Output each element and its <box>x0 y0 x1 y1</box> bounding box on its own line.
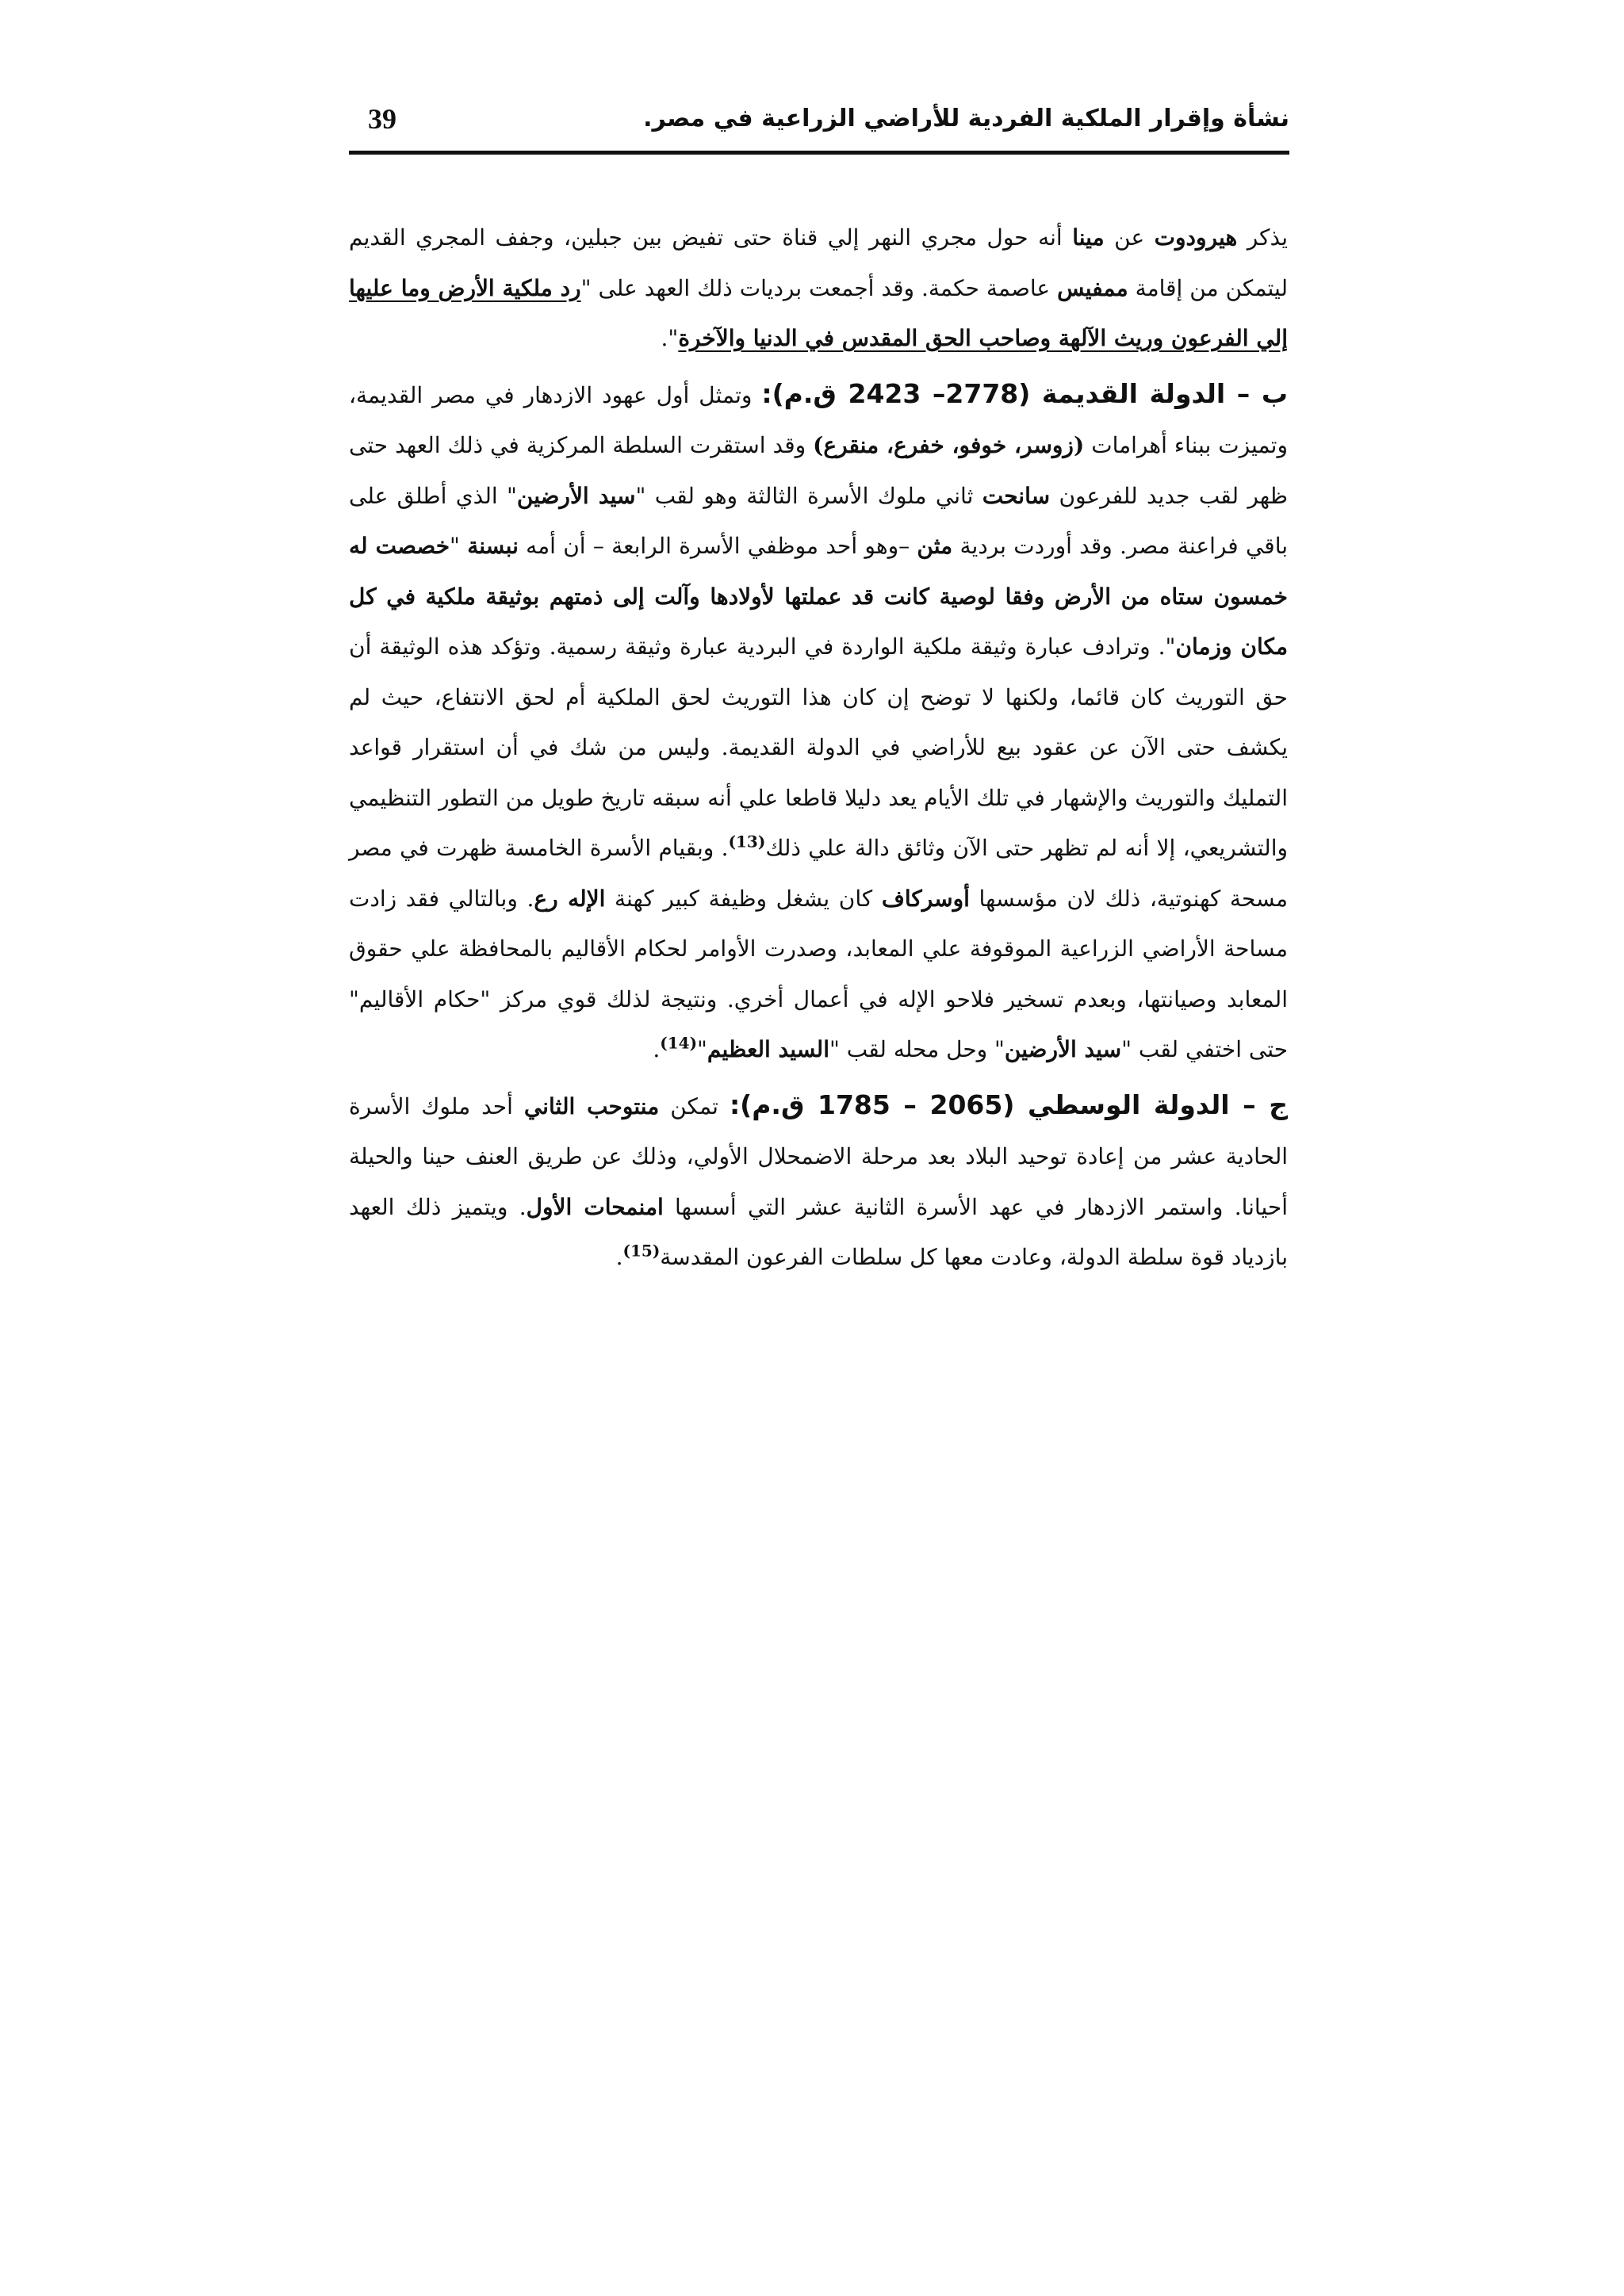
text-run: . وبقيام الأسرة الخامسة ظهرت في مصر مسحة كهنوتية، ذلك لان مؤسسها <box>349 835 1288 912</box>
text-run: كان يشغل وظيفة كبير كهنة <box>605 885 882 912</box>
text-run: تمكن <box>659 1093 730 1119</box>
paragraph-old-kingdom <box>349 369 1288 1075</box>
text-run: ". وترادف عبارة وثيقة ملكية الواردة في البردية عبارة وثيقة رسمية. وتؤكد هذه الوثيقة أن حق التوريث كان قائما، ولكنها لا توضح إن كان هذا التوريث لحق الملكية أم لحق الانتفاع، حيث لم يكشف حتى الآن عن عقود بيع للأراضي في الدولة القديمة. وليس من شك في أن استقرار قواعد التمليك والتوريث والإشهار في تلك الأيام يعد دليلا قاطعا علي أنه سبقه تاريخ طويل من التطور التنظيمي والتشريعي، إلا أنه لم تظهر حتى الآن وثائق دالة علي ذلك <box>349 633 1288 861</box>
paragraph-middle-kingdom <box>349 1080 1288 1283</box>
bold-title-great-lord: السيد العظيم <box>707 1036 829 1062</box>
text-run: " <box>697 1036 707 1062</box>
bold-name-metjen: مثن <box>917 533 953 559</box>
bold-title-lord-two-lands: سيد الأرضين <box>516 482 636 509</box>
text-run: . وبالتالي فقد زادت مساحة الأراضي الزراعية الموقوفة علي المعابد، وصدرت الأوامر لحكام الأقاليم بالمحافظة علي حقوق المعابد وصيانتها، وبعدم تسخير فلاحو الإله في أعمال أخري. ونتيجة لذلك قوي مركز "حكام الأقاليم" حتى اختفي لقب " <box>349 885 1288 1062</box>
text-run: " وحل محله لقب " <box>829 1036 1005 1062</box>
text-run: يذكر <box>1237 224 1288 251</box>
bold-pyramid-kings: (زوسر، خوفو، خفرع، منقرع) <box>813 432 1085 458</box>
bold-name-amenemhat: امنمحات الأول <box>526 1193 664 1220</box>
bold-name-herodotus: هيرودوت <box>1154 224 1238 251</box>
running-header <box>349 101 1289 149</box>
text-run: . ويتميز ذلك العهد بازدياد قوة سلطة الدولة، وعادت معها كل سلطات الفرعون المقدسة <box>349 1193 1288 1270</box>
section-heading-old-kingdom: ب – الدولة القديمة (2778– 2423 ق.م): <box>761 377 1289 409</box>
running-header-title: نشأة وإقرار الملكية الفردية للأراضي الزراعية في مصر. <box>643 105 1289 132</box>
text-run: . <box>615 1244 623 1270</box>
text-run: " <box>450 533 468 559</box>
bold-quote-will: خصصت له خمسون ستاه من الأرض وفقا لوصية كانت قد عملتها لأولادها وآلت إلى ذمتهم بوثيقة ملكية في كل مكان وزمان <box>349 533 1288 660</box>
bold-name-sanakht: سانحت <box>982 482 1051 509</box>
footnote-ref-15: (15) <box>622 1241 661 1261</box>
bold-name-userkaf: أوسركاف <box>881 885 970 912</box>
text-run: عن <box>1104 224 1155 251</box>
text-run: أحد ملوك الأسرة الحادية عشر من إعادة توحيد البلاد بعد مرحلة الاضمحلال الأولي، وذلك عن طريق العنف حينا والحيلة أحيانا. واستمر الازدهار في عهد الأسرة الثانية عشر التي أسسها <box>349 1093 1288 1220</box>
text-run: أنه حول مجري النهر إلي قناة حتى تفيض بين جبلين، وجفف المجري القديم ليتمكن من إقامة <box>349 224 1288 301</box>
bold-name-nebsent: نبسنة <box>467 533 519 559</box>
text-run: ". <box>661 325 679 351</box>
text-run: ثاني ملوك الأسرة الثالثة وهو لقب " <box>635 482 982 509</box>
underlined-quote: رد ملكية الأرض وما عليها إلي الفرعون وريث الآلهة وصاحب الحق المقدس في الدنيا والآخرة <box>349 274 1288 351</box>
text-run: –وهو أحد موظفي الأسرة الرابعة – أن أمه <box>518 533 917 559</box>
page-number: 39 <box>368 103 396 135</box>
bold-name-memphis: ممفيس <box>1057 274 1128 301</box>
bold-name-mina: مينا <box>1072 224 1105 251</box>
text-run: . <box>653 1036 661 1062</box>
text-run: " الذي أطلق على باقي فراعنة مصر. وقد أوردت بردية <box>349 482 1289 559</box>
section-heading-middle-kingdom: ج – الدولة الوسطي (2065 – 1785 ق.م): <box>729 1089 1288 1120</box>
footnote-ref-13: (13) <box>728 832 766 851</box>
text-run: وقد استقرت السلطة المركزية في ذلك العهد حتى ظهر لقب جديد للفرعون <box>349 432 1289 509</box>
text-run: وتمثل أول عهود الازدهار في مصر القديمة، وتميزت ببناء أهرامات <box>349 381 1289 458</box>
paragraph-herodotus <box>349 212 1288 364</box>
text-run: عاصمة حكمة. وقد أجمعت برديات ذلك العهد على " <box>580 274 1058 301</box>
body-text <box>349 212 1288 1288</box>
footnote-ref-14: (14) <box>660 1033 698 1053</box>
bold-name-mentuhotep: منتوحب الثاني <box>523 1093 660 1119</box>
bold-title-lord-two-lands-2: سيد الأرضين <box>1004 1036 1122 1062</box>
header-divider <box>349 151 1289 155</box>
bold-name-god-ra: الإله رع <box>534 885 606 912</box>
